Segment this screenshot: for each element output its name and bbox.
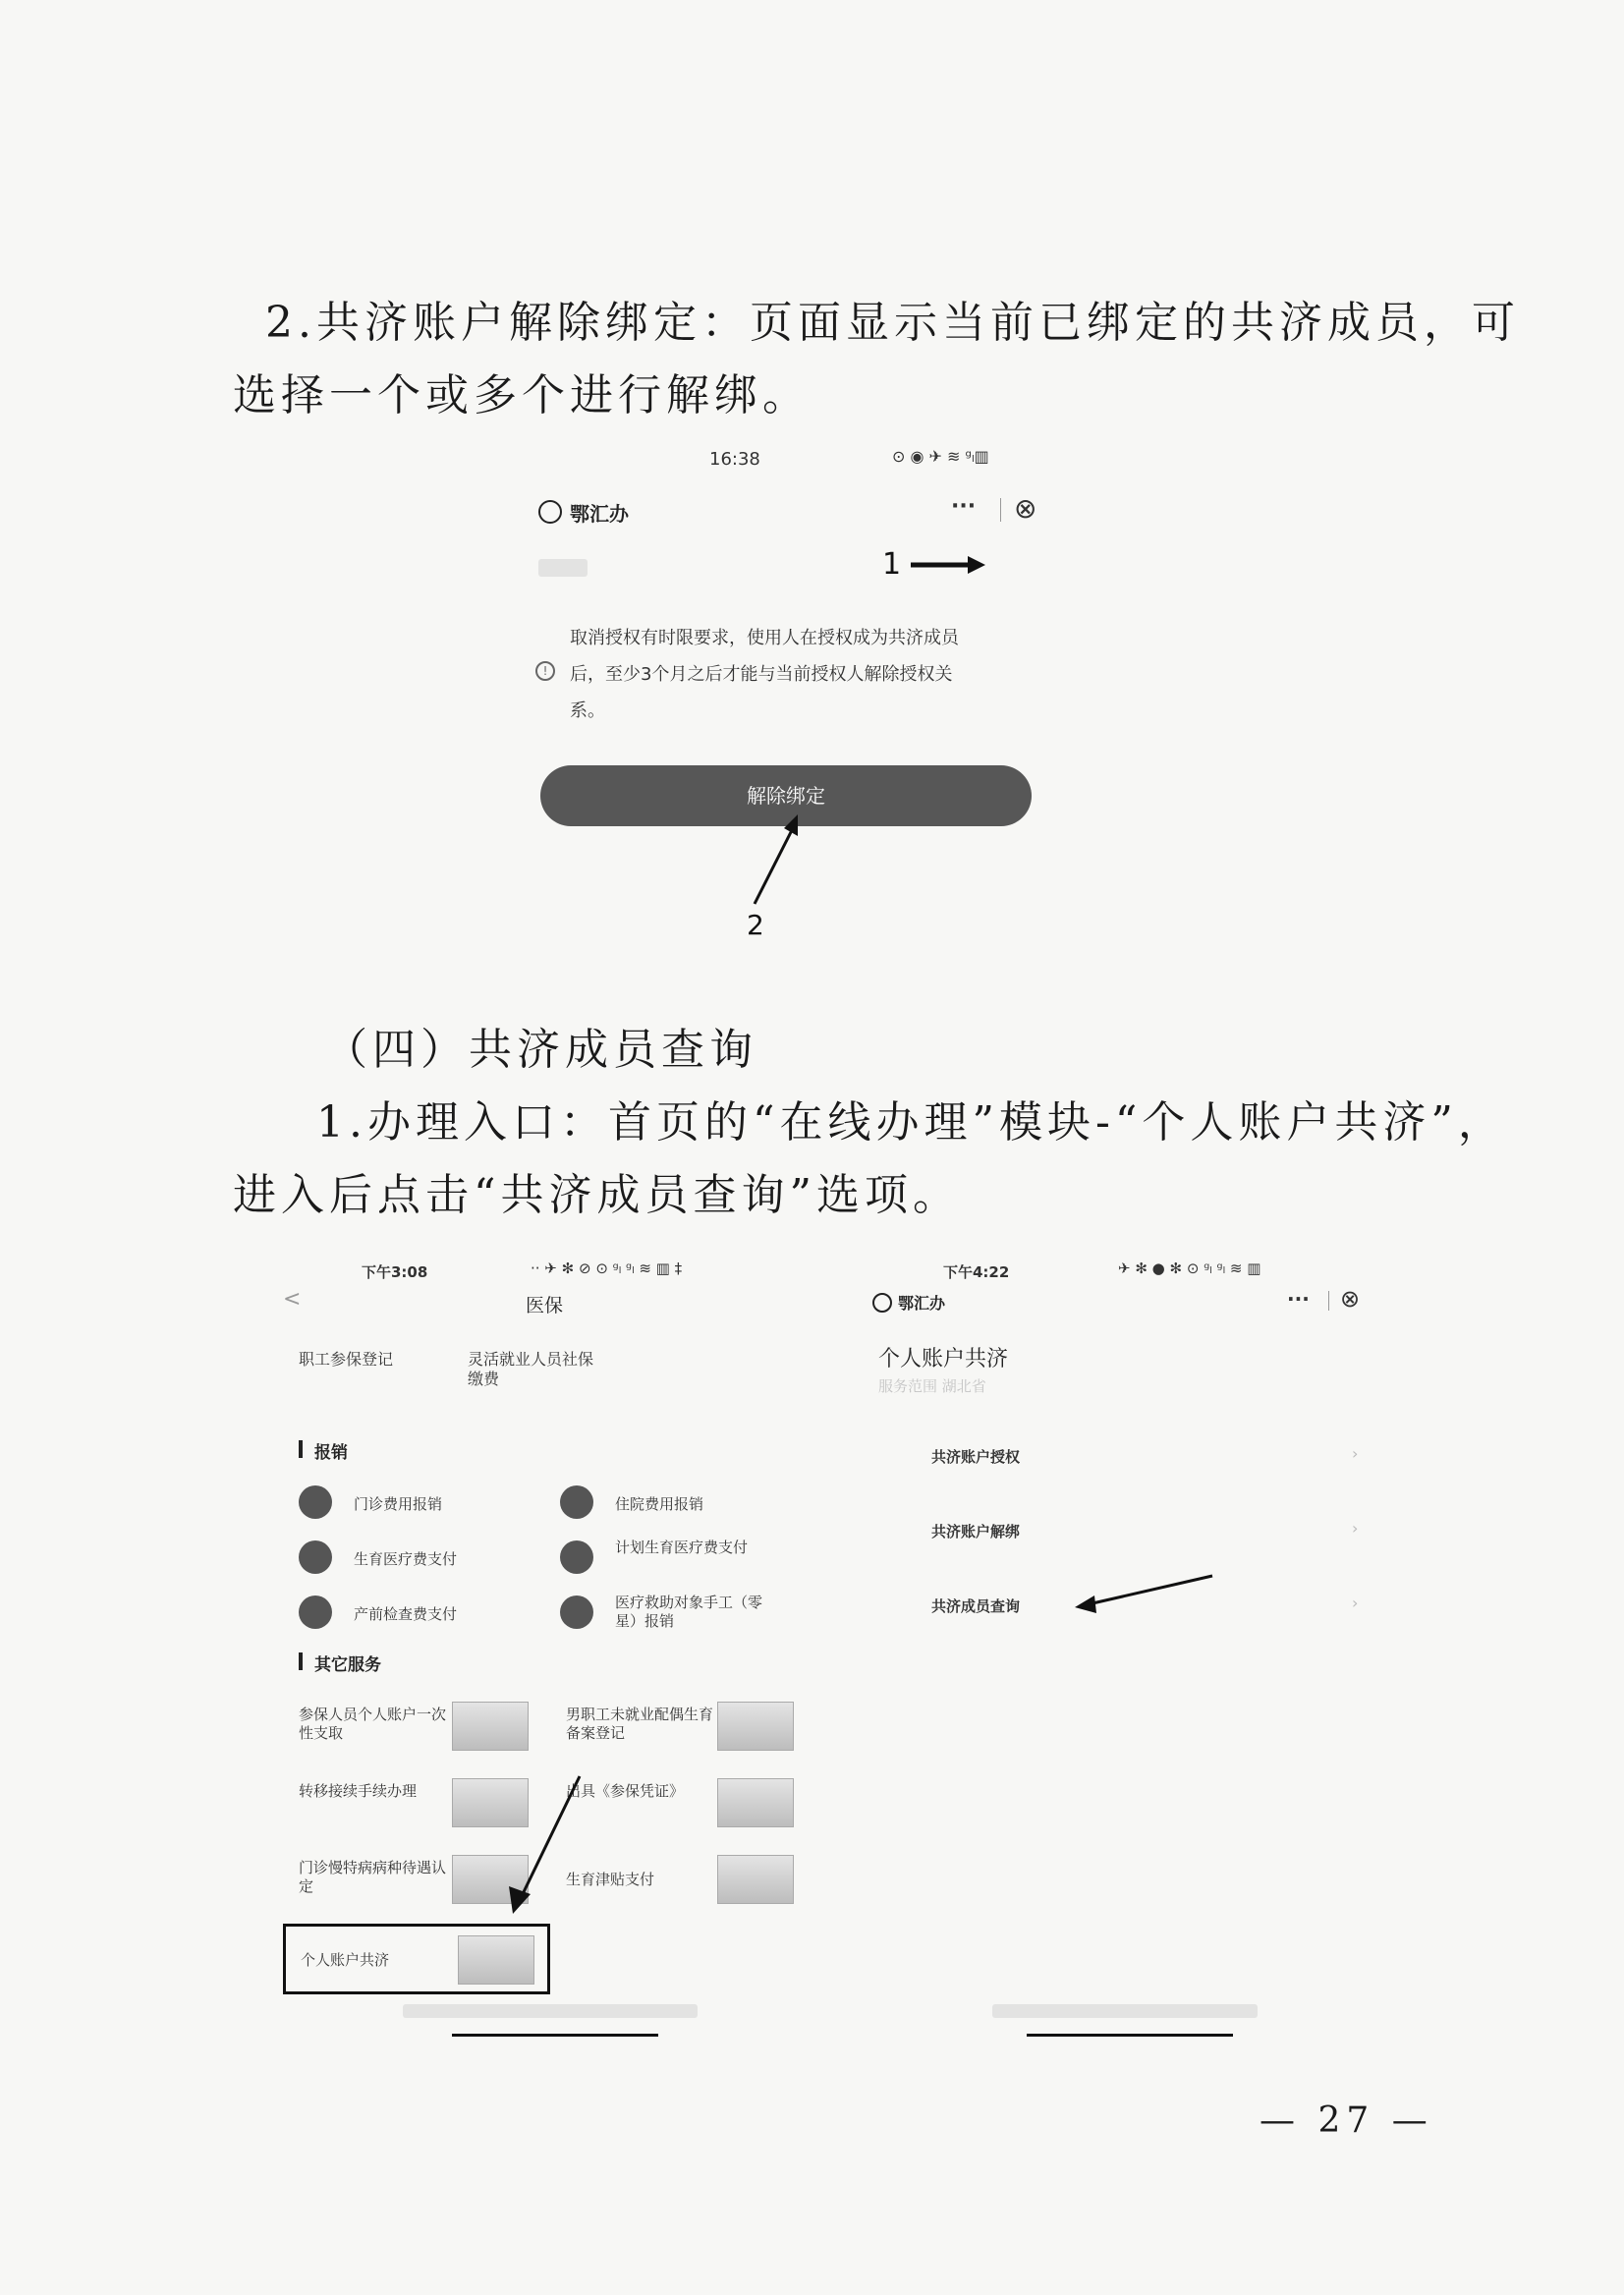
menu-button[interactable]: ··· xyxy=(1287,1287,1310,1311)
status-time: 下午3:08 xyxy=(362,1263,428,1281)
other-account-sharing[interactable]: 个人账户共济 xyxy=(301,1951,390,1969)
section-title-other: 其它服务 xyxy=(314,1655,381,1675)
screenshot-unbind xyxy=(531,437,1061,958)
back-icon[interactable]: < xyxy=(283,1287,302,1312)
reimburse-family-planning[interactable]: 计划生育医疗费支付 xyxy=(615,1539,749,1556)
paragraph-entry-line2: 进入后点击“共济成员查询”选项。 xyxy=(233,1170,961,1220)
section-marker xyxy=(299,1652,303,1670)
paragraph-entry-line1: 1.办理入口：首页的“在线办理”模块-“个人账户共济”， xyxy=(316,1097,1506,1148)
menu-divider xyxy=(1328,1291,1329,1311)
menu-divider xyxy=(1000,498,1001,522)
section-marker xyxy=(299,1440,303,1458)
paragraph-unbind-line2: 选择一个或多个进行解绑。 xyxy=(233,370,811,420)
notice-line3: 系。 xyxy=(570,700,605,721)
annotation-1: 1 xyxy=(882,547,902,582)
family-planning-icon xyxy=(560,1540,593,1574)
item-member-query[interactable]: 共济成员查询 xyxy=(931,1597,1021,1615)
close-icon[interactable]: ⊗ xyxy=(1014,492,1037,525)
thumbnail-image xyxy=(717,1702,794,1751)
notice-line2: 后，至少3个月之后才能与当前授权人解除授权关 xyxy=(570,664,953,685)
other-certificate[interactable]: 出具《参保凭证》 xyxy=(566,1782,685,1800)
info-icon: ! xyxy=(535,661,555,681)
item-account-authorize[interactable]: 共济账户授权 xyxy=(931,1448,1021,1466)
blurred-footer-text xyxy=(992,2004,1258,2018)
page-title: 个人账户共济 xyxy=(878,1347,1009,1371)
reimburse-prenatal[interactable]: 产前检查费支付 xyxy=(354,1605,458,1623)
paragraph-unbind-line1: 2.共济账户解除绑定：页面显示当前已绑定的共济成员，可 xyxy=(265,298,1520,348)
item-account-unbind[interactable]: 共济账户解绑 xyxy=(931,1523,1021,1540)
app-logo-icon xyxy=(538,500,562,524)
inpatient-icon xyxy=(560,1485,593,1519)
chevron-right-icon: › xyxy=(1352,1444,1359,1463)
thumbnail-image xyxy=(458,1935,534,1985)
other-chronic-disease[interactable]: 门诊慢特病病种待遇认定 xyxy=(299,1859,447,1895)
top-item-employee-register[interactable]: 职工参保登记 xyxy=(299,1350,394,1369)
section-title-reimburse: 报销 xyxy=(314,1443,348,1463)
status-icons: ·· ✈ ✻ ⊘ ⊙ ᵍₗ ᵍₗ ≋ ▥ ‡ xyxy=(531,1259,683,1277)
app-name: 鄂汇办 xyxy=(898,1294,946,1313)
arrow-to-member-query xyxy=(1071,1570,1218,1619)
arrow-to-account-sharing xyxy=(491,1770,589,1918)
arrow-2 xyxy=(747,811,806,909)
chevron-right-icon: › xyxy=(1352,1594,1359,1612)
arrow-1 xyxy=(909,550,987,580)
reimburse-medical-aid[interactable]: 医疗救助对象手工（零星）报销 xyxy=(615,1594,763,1630)
other-transfer[interactable]: 转移接续手续办理 xyxy=(299,1782,418,1800)
service-scope: 服务范围 湖北省 xyxy=(878,1377,986,1395)
other-personal-withdraw[interactable]: 参保人员个人账户一次性支取 xyxy=(299,1706,447,1742)
page-title: 医保 xyxy=(526,1295,564,1316)
annotation-2: 2 xyxy=(747,909,764,941)
thumbnail-image xyxy=(717,1778,794,1827)
section-heading-member-query: （四）共济成员查询 xyxy=(324,1025,757,1075)
status-time: 16:38 xyxy=(709,449,760,470)
thumbnail-image xyxy=(717,1855,794,1904)
blurred-label xyxy=(538,559,588,577)
app-logo-icon xyxy=(872,1293,892,1313)
blurred-footer-text xyxy=(403,2004,698,2018)
page-number: — 27 — xyxy=(1260,2100,1433,2141)
menu-button[interactable]: ··· xyxy=(951,494,977,519)
screenshot-account-sharing xyxy=(865,1248,1395,2043)
reimburse-maternity[interactable]: 生育医疗费支付 xyxy=(354,1550,458,1568)
status-icons: ✈ ✻ ● ✻ ⊙ ᵍₗ ᵍₗ ≋ ▥ xyxy=(1118,1259,1261,1277)
reimburse-outpatient[interactable]: 门诊费用报销 xyxy=(354,1495,443,1513)
thumbnail-image xyxy=(452,1702,529,1751)
reimburse-inpatient[interactable]: 住院费用报销 xyxy=(615,1495,704,1513)
app-name: 鄂汇办 xyxy=(570,502,629,526)
prenatal-icon xyxy=(299,1595,332,1629)
medical-aid-icon xyxy=(560,1595,593,1629)
underline xyxy=(452,2034,658,2037)
notice-line1: 取消授权有时限要求，使用人在授权成为共济成员 xyxy=(570,628,959,648)
maternity-icon xyxy=(299,1540,332,1574)
status-icons: ⊙ ◉ ✈ ≋ ᵍₗ▥ xyxy=(892,447,989,466)
status-time: 下午4:22 xyxy=(943,1263,1010,1281)
underline xyxy=(1027,2034,1233,2037)
other-maternity-allowance[interactable]: 生育津贴支付 xyxy=(566,1871,655,1888)
outpatient-icon xyxy=(299,1485,332,1519)
top-item-flexible-employment[interactable]: 灵活就业人员社保缴费 xyxy=(468,1350,594,1388)
unbind-button[interactable]: 解除绑定 xyxy=(540,765,1032,826)
close-icon[interactable]: ⊗ xyxy=(1340,1285,1361,1313)
other-spouse-register[interactable]: 男职工未就业配偶生育备案登记 xyxy=(566,1706,714,1742)
chevron-right-icon: › xyxy=(1352,1519,1359,1538)
screenshot-medical-insurance xyxy=(275,1248,806,2043)
